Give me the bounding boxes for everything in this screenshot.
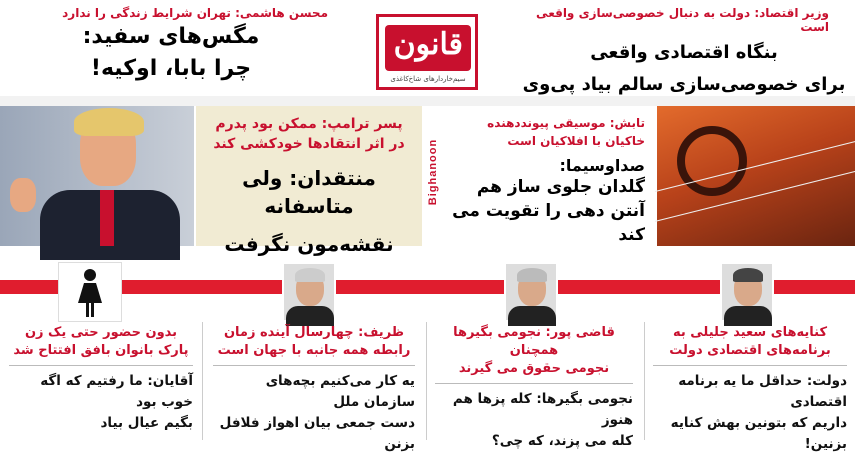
top-left-kicker: محسن هاشمی: تهران شرایط زندگی را ندارد (62, 6, 328, 20)
woman-icon (58, 262, 122, 322)
middle-right-headline-line-2: آنتن دهی را تقویت می کند (452, 201, 645, 245)
middle-left-story (196, 106, 422, 256)
bottom-story-3-kicker-line-2: رابطه همه جانبه با جهان است (217, 343, 411, 358)
bottom-story-3-divider (213, 365, 415, 366)
middle-left-headline-line-1: منتقدان: ولی متاسفانه (242, 166, 376, 218)
portrait-zarif (282, 262, 336, 322)
logo-tagline: سیم‌خاردارهای شاخ‌کاغذی (390, 75, 466, 83)
middle-right-kicker-line-1: تابش: موسیقی پیونددهنده (487, 116, 645, 130)
middle-left-kicker-line-2: در اثر انتقادها خودکشی کند (213, 136, 405, 152)
politician-photo (0, 106, 194, 246)
top-right-headline-line-2: برای خصوصی‌سازی سالم بیاد پی‌وی (522, 74, 846, 95)
bottom-story-4-body-line-1: آقایان: ما رفتیم که اگه خوب بود (40, 373, 193, 410)
bottom-story-3-kicker-line-1: ظریف: چهارسال آینده زمان (223, 325, 405, 340)
middle-right-subhead: صداوسیما: (559, 156, 645, 175)
logo-text: قانون (393, 27, 463, 62)
bottom-story-1-divider (653, 365, 847, 366)
bottom-story-1-body-line-1: دولت: حداقل ما یه برنامه اقتصادی (678, 373, 847, 410)
bottom-story-4-kicker-line-1: بدون حضور حتی یک زن (24, 325, 178, 340)
violin-photo (657, 106, 855, 246)
bottom-story-3-body-line-1: یه کار می‌کنیم بچه‌های سازمان ملل (265, 373, 415, 410)
bottom-story-2-body-line-2: کله می پزند، که چی؟ (491, 433, 633, 449)
portrait-ghazipour (504, 262, 558, 322)
bottom-story-1 (645, 322, 855, 452)
middle-left-headline-line-2: نقشه‌مون نگرفت (224, 232, 394, 256)
bottom-story-2-divider (435, 383, 633, 384)
bottom-story-4-body-line-2: بگیم عیال بیاد (100, 415, 193, 431)
bottom-story-4-kicker-line-2: پارک بانوان بافق افتتاح شد (13, 343, 189, 358)
top-right-story (519, 6, 849, 98)
portrait-jalili (720, 262, 774, 322)
bottom-story-2-body-line-1: نجومی بگیرها: کله پزها هم هنوز (452, 391, 633, 428)
portrait-hair-shape (733, 268, 763, 282)
bottom-story-1-body-line-2: داریم که بتونین بهش کنایه بزنین! (670, 415, 847, 452)
top-left-story (6, 6, 336, 84)
portrait-hair-shape (295, 268, 325, 282)
bottom-story-4-divider (9, 365, 193, 366)
photo-hand-shape (10, 178, 36, 212)
bottom-story-2-kicker-line-1: قاضی پور: نجومی بگیرها همچنان (453, 325, 615, 358)
photo-tie-shape (100, 190, 114, 246)
vertical-brand-strip (421, 106, 445, 246)
bottom-story-4 (1, 322, 201, 442)
header-divider (0, 96, 855, 106)
bottom-story-3 (205, 322, 423, 452)
bottom-story-3-body-line-2: دست جمعی بیان اهواز فلافل بزنن (219, 415, 415, 452)
middle-left-kicker-line-1: پسر ترامپ: ممکن بود پدرم (215, 116, 403, 132)
top-left-headline-line-1: مگس‌های سفید: (82, 24, 260, 49)
woman-figure-icon (59, 263, 121, 321)
bottom-story-1-kicker-line-1: کنایه‌های سعید جلیلی به (672, 325, 828, 340)
bottom-story-2-kicker-line-2: نجومی حقوق می گیرند (458, 361, 610, 376)
logo (376, 14, 478, 90)
middle-right-headline-line-1: گلدان جلوی ساز هم (476, 177, 645, 197)
top-left-headline-line-2: چرا بابا، اوکیه! (90, 56, 252, 81)
column-separator (426, 322, 427, 440)
top-right-headline-line-1: بنگاه اقتصادی واقعی (590, 42, 778, 63)
middle-right-kicker-line-2: خاکیان با افلاکیان است (507, 134, 645, 148)
column-separator (644, 322, 645, 440)
column-separator (202, 322, 203, 440)
bottom-story-1-kicker-line-2: برنامه‌های اقتصادی دولت (669, 343, 831, 358)
vertical-brand-text: Bighanoon (427, 138, 439, 206)
violin-strings-shape (637, 137, 855, 224)
bottom-story-2 (427, 322, 641, 449)
logo-mark (385, 25, 471, 71)
portrait-hair-shape (517, 268, 547, 282)
photo-hair-shape (74, 108, 144, 136)
middle-right-story (423, 106, 655, 246)
top-right-kicker: وزیر اقتصاد: دولت به دنبال خصوصی‌سازی واقعی است (536, 6, 829, 34)
